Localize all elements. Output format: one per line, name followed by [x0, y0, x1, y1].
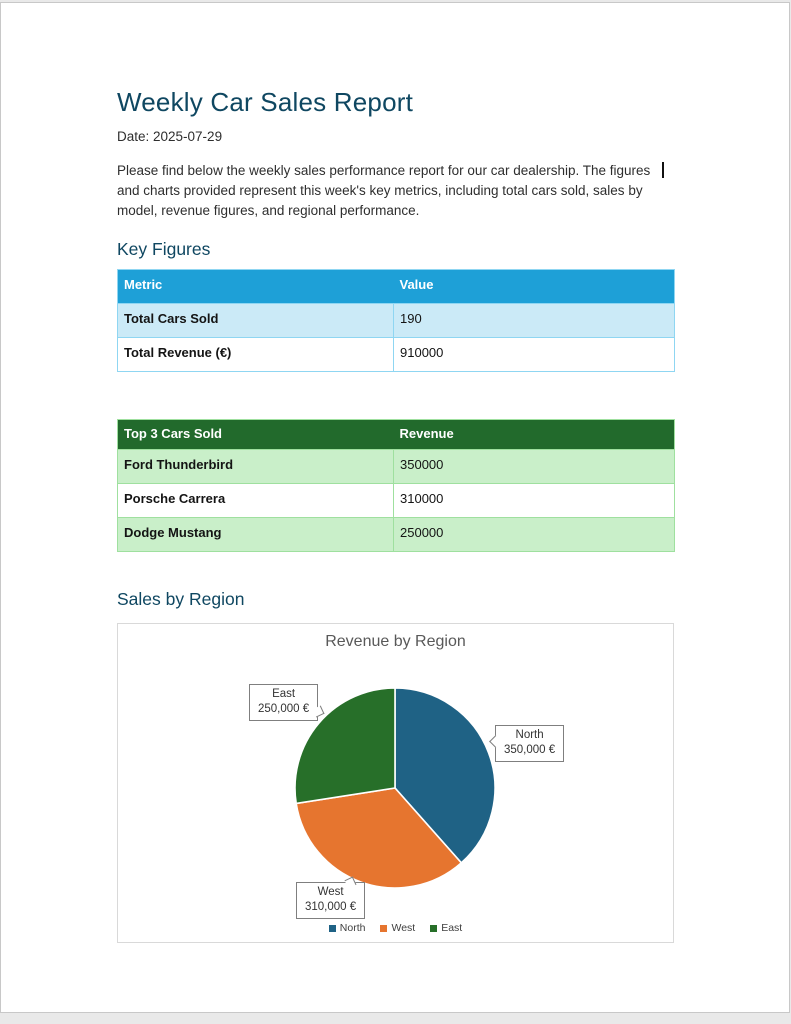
- value-cell[interactable]: 910000: [394, 338, 675, 372]
- callout-value: 310,000 €: [305, 901, 357, 913]
- column-header-revenue[interactable]: Revenue: [394, 420, 675, 450]
- callout-east: [249, 684, 318, 721]
- chart-title: Revenue by Region: [325, 633, 466, 650]
- legend-item-north: [329, 922, 366, 934]
- revenue-cell[interactable]: 350000: [394, 450, 675, 484]
- table-row: [118, 484, 675, 518]
- callout-west: [296, 882, 365, 919]
- column-header-metric[interactable]: Metric: [118, 270, 394, 304]
- legend-item-east: [430, 922, 462, 934]
- intro-paragraph[interactable]: Please find below the weekly sales performance report for our car dealership. The figures and charts provided represent this week's key metrics, including total cars sold, sales by model, revenue figures, and regional performance.: [117, 163, 651, 218]
- car-name-cell[interactable]: Ford Thunderbird: [118, 450, 394, 484]
- callout-label: North: [515, 729, 544, 741]
- column-header-top-cars[interactable]: Top 3 Cars Sold: [118, 420, 394, 450]
- legend-swatch: [380, 925, 387, 932]
- document-content: [117, 3, 674, 943]
- top-cars-table: [117, 419, 675, 552]
- legend-label: West: [391, 922, 416, 934]
- revenue-cell[interactable]: 310000: [394, 484, 675, 518]
- revenue-by-region-chart[interactable]: [117, 623, 674, 943]
- page-title[interactable]: Weekly Car Sales Report: [117, 87, 414, 117]
- key-figures-table: [117, 269, 675, 372]
- pie-chart: [294, 687, 496, 889]
- heading-key-figures[interactable]: Key Figures: [117, 239, 211, 259]
- legend-item-west: [380, 922, 415, 934]
- table-header-row: [118, 270, 675, 304]
- date-line[interactable]: Date: 2025-07-29: [117, 129, 223, 144]
- metric-cell[interactable]: Total Revenue (€): [118, 338, 394, 372]
- legend-swatch: [329, 925, 336, 932]
- heading-sales-by-region[interactable]: Sales by Region: [117, 589, 245, 609]
- revenue-cell[interactable]: 250000: [394, 518, 675, 552]
- document-page: [0, 2, 790, 1013]
- car-name-cell[interactable]: Dodge Mustang: [118, 518, 394, 552]
- metric-cell[interactable]: Total Cars Sold: [118, 304, 394, 338]
- table-row: [118, 518, 675, 552]
- legend-label: North: [339, 922, 366, 934]
- legend-swatch: [430, 925, 437, 932]
- table-row: [118, 338, 675, 372]
- legend-label: East: [441, 922, 463, 934]
- callout-label: West: [317, 886, 344, 898]
- table-row: [118, 450, 675, 484]
- callout-value: 350,000 €: [504, 744, 556, 756]
- intro-paragraph-wrap: [117, 161, 674, 221]
- car-name-cell[interactable]: Porsche Carrera: [118, 484, 394, 518]
- table-row: [118, 304, 675, 338]
- value-cell[interactable]: 190: [394, 304, 675, 338]
- chart-legend: [118, 922, 673, 934]
- callout-label: East: [272, 688, 296, 700]
- column-header-value[interactable]: Value: [394, 270, 675, 304]
- callout-north: [495, 725, 564, 762]
- callout-value: 250,000 €: [258, 703, 310, 715]
- text-cursor: [662, 162, 664, 178]
- table-header-row: [118, 420, 675, 450]
